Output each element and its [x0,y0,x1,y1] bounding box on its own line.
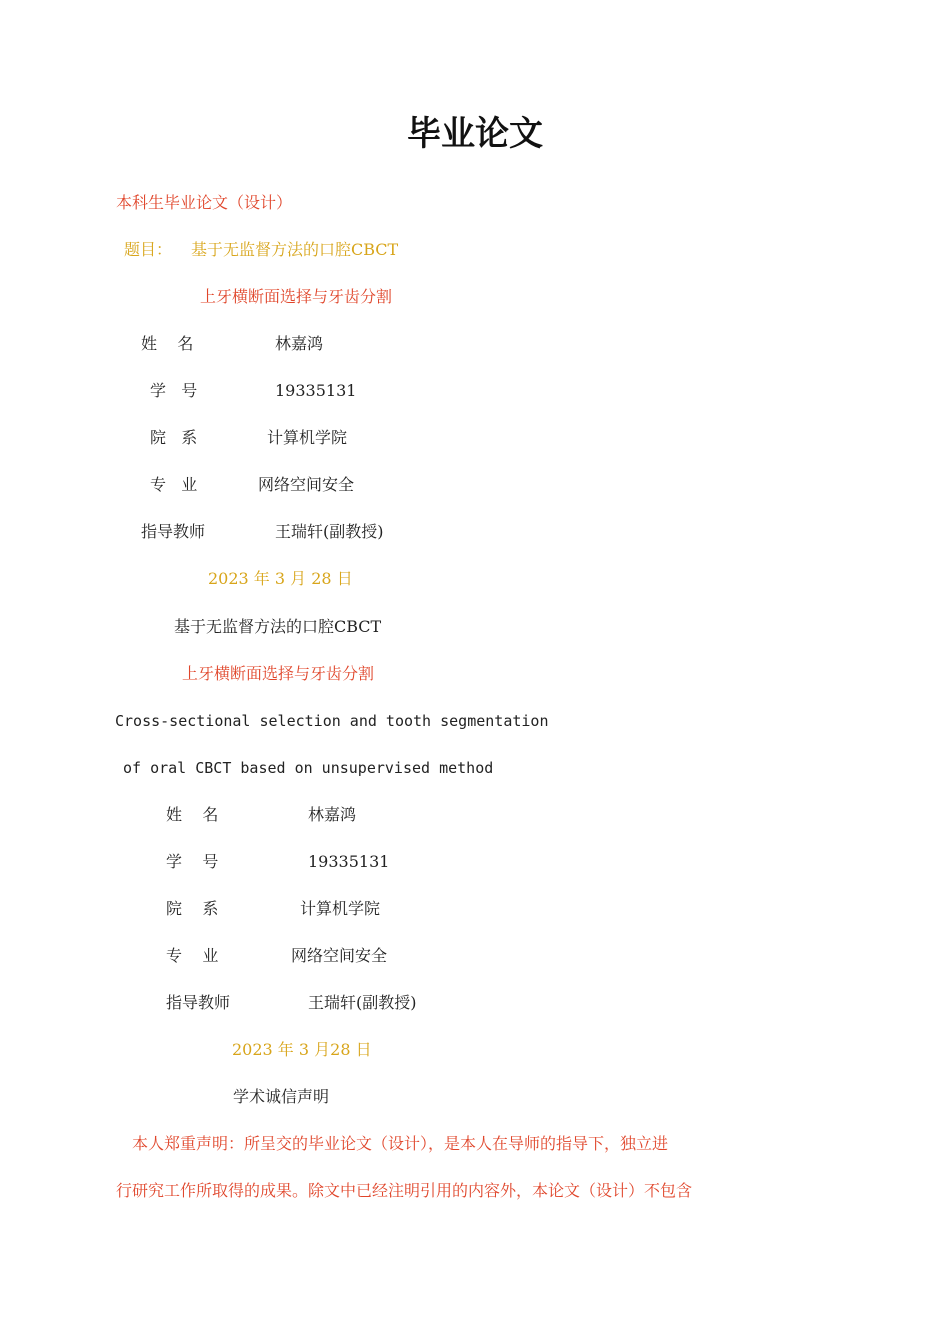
cover-advisor-value: 王瑞轩(副教授) [275,522,384,541]
cover-id-value: 19335131 [275,381,357,400]
cover-major-label: 专 业 [150,475,198,494]
integrity-paragraph-line-2: 行研究工作所取得的成果。除文中已经注明引用的内容外，本论文（设计）不包含 [116,1181,693,1200]
topic-line-2: 上牙横断面选择与牙齿分割 [200,287,393,306]
cover-id-label: 学 号 [150,381,198,400]
second-major-value: 网络空间安全 [291,946,388,965]
integrity-heading: 学术诚信声明 [233,1087,330,1106]
second-id-label: 学 号 [166,852,219,871]
second-name-value: 林嘉鸿 [308,805,357,824]
cover-advisor-label: 指导教师 [141,522,206,541]
second-advisor-label: 指导教师 [166,993,231,1012]
topic-label: 题目： [124,240,173,259]
second-date: 2023 年 3 月28 日 [232,1040,372,1059]
second-major-label: 专 业 [166,946,219,965]
second-title-cn-1: 基于无监督方法的口腔CBCT [174,617,382,636]
cover-name-label: 姓 名 [141,334,194,353]
cover-date: 2023 年 3 月 28 日 [208,569,353,588]
second-name-label: 姓 名 [166,805,219,824]
second-title-en-1: Cross-sectional selection and tooth segmentation [115,712,549,730]
thesis-type: 本科生毕业论文（设计） [116,193,293,212]
integrity-paragraph-line-1: 本人郑重声明：所呈交的毕业论文（设计），是本人在导师的指导下，独立进 [132,1134,669,1153]
second-dept-value: 计算机学院 [300,899,381,918]
second-dept-label: 院 系 [166,899,219,918]
cover-name-value: 林嘉鸿 [275,334,324,353]
cover-major-value: 网络空间安全 [258,475,355,494]
second-title-en-2: of oral CBCT based on unsupervised method [123,759,494,777]
topic-line-1: 基于无监督方法的口腔CBCT [191,240,399,259]
second-advisor-value: 王瑞轩(副教授) [308,993,417,1012]
cover-dept-label: 院 系 [150,428,198,447]
page-title: 毕业论文 [407,114,543,154]
second-title-cn-2: 上牙横断面选择与牙齿分割 [182,664,375,683]
cover-dept-value: 计算机学院 [267,428,348,447]
second-id-value: 19335131 [308,852,390,871]
